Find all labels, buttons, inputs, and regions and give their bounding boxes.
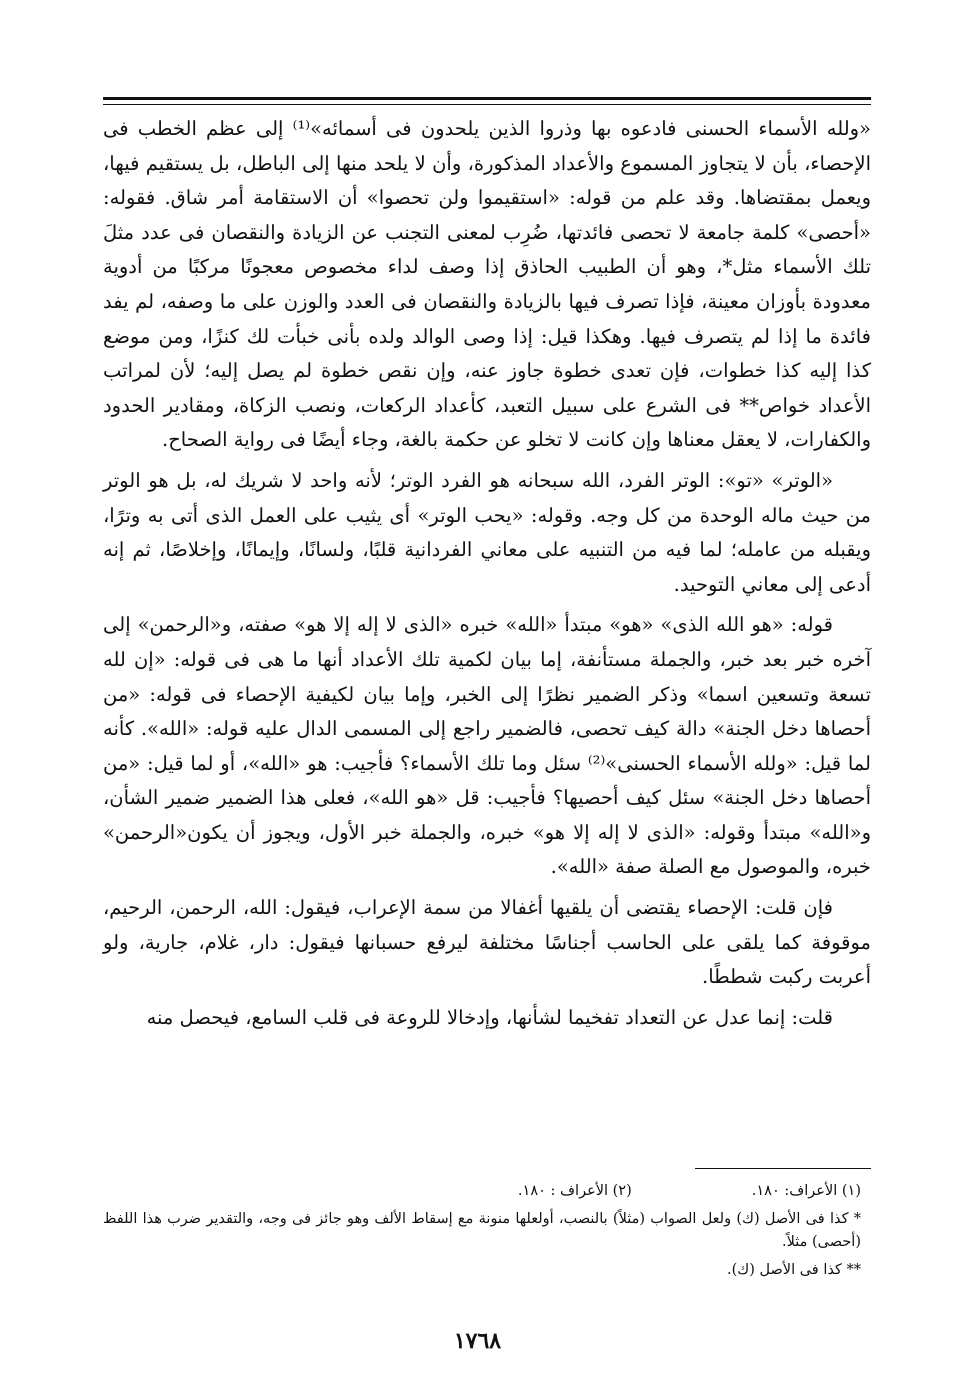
- footnote-note-1: * كذا فى الأصل (ك) ولعل الصواب (مثلاً) بالنصب، أولعلها منونة مع إسقاط الألف وهو جائز فى وجه، والتقدير ضرب هذا اللفظ (أحصى) مثلاً.: [103, 1210, 861, 1250]
- paragraph: قوله: «هو الله الذى» «هو» مبتدأ «الله» خبره «الذى لا إله إلا هو» صفته، و«الرحمن» إلى آخره خبر بعد خبر، والجملة مستأنفة، إما بيان لكمية تلك الأعداد أنها ما هى فى قوله: «إن لله تسعة وتسعين اسما» وذكر الضمير نظرًا إلى الخبر، وإما بيان لكيفية الإحصاء فى قوله: «من أحصاها دخل الجنة» دالة كيف تحصى، فالضمير راجع إلى المسمى الدال عليه قوله: «الله». كأنه لما قيل: «ولله الأسماء الحسنى»⁽²⁾ سئل وما تلك الأسماء؟ فأجيب: هو «الله»، أو لما قيل: «من أحصاها دخل الجنة» سئل كيف أحصيها؟ فأجيب: قل «هو الله»، فعلى هذا الضمير ضمير الشأن، و«الله» مبتدأ وقوله: «الذى لا إله إلا هو» خبره، والجملة خبر الأول، ويجوز أن يكون«الرحمن» خبره، والموصول مع الصلة صفة «الله».: [103, 613, 872, 879]
- main-body-text: [103, 112, 871, 1041]
- paragraph: قلت: إنما عدل عن التعداد تفخيما لشأنها، وإدخالا للروعة فى قلب السامع، فيحصل منه: [146, 1005, 833, 1029]
- footnote-ref-2: (٢) الأعراف : ١٨٠.: [517, 1183, 632, 1199]
- footnote-ref-1: (١) الأعراف: ١٨٠.: [751, 1183, 861, 1199]
- paragraph: فإن قلت: الإحصاء يقتضى أن يلقيها أغفالا من سمة الإعراب، فيقول: الله، الرحمن، الرحيم، موقوفة كما يلقى على الحاسب أجناسًا مختلفة ليرفع حسبانها فيقول: دار، غلام، جارية، ولو أعربت ركبت شططًا.: [103, 896, 871, 989]
- footnote-separator: [695, 1168, 871, 1169]
- footnote-references: [103, 1180, 871, 1204]
- paragraph: «الوتر» «تو»: الوتر الفرد، الله سبحانه هو الفرد الوتر؛ لأنه واحد لا شريك له، بل هو الوتر من حيث ماله الوحدة من كل وجه. وقوله: «يحب الوتر» أى يثيب على العمل الذى أتى به وترًا، ويقبله من عامله؛ لما فيه من التنبيه على معاني الفردانية قلبًا، ولسانًا، وإيمانًا، وإخلاصًا، ثم إنه أدعى إلى معاني التوحيد.: [103, 468, 871, 596]
- header-rule-thin: [103, 104, 871, 105]
- page-number: ١٧٦٨: [453, 1328, 502, 1354]
- footnotes: [103, 1180, 871, 1286]
- header-rule-thick: [103, 97, 871, 100]
- paragraph: «ولله الأسماء الحسنى فادعوه بها وذروا الذين يلحدون فى أسمائه»⁽¹⁾ إلى عظم الخطب فى الإحصاء، بأن لا يتجاوز المسموع والأعداد المذكورة، وأن لا يلحد منها إلى الباطل، بل يستقيم فيها، ويعمل بمقتضاها. وقد علم من قوله: «استقيموا ولن تحصوا» أن الاستقامة أمر شاق. فقوله: «أحصى» كلمة جامعة لا تحصى فائدتها، ضُرِب لمعنى التجنب عن الزيادة والنقصان فى عدد مثلَ تلك الأسماء مثل*، وهو أن الطبيب الحاذق إذا وصف لداء مخصوص معجونًا مركبًا من أدوية معدودة بأوزان معينة، فإذا تصرف فيها بالزيادة والنقصان فى العدد والوزن على ما وصفه، لم يفد فائدة ما إذا لم يتصرف فيها. وهكذا قيل: إذا وصى الوالد ولده بأنى خبأت لك كنزًا، ومن موضع كذا إليه كذا خطوات، فإن تعدى خطوة جاوز عنه، وإن نقص خطوة لم يصل إليه؛ لأن لمراتب الأعداد خواص** فى الشرع على سبيل التعبد، كأعداد الركعات، ونصب الزكاة، ومقادير الحدود والكفارات، لا يعقل معناها وإن كانت لا تخلو عن حكمة بالغة، وجاء أيضًا فى رواية الصحاح.: [103, 117, 871, 452]
- footnote-note-2: ** كذا فى الأصل (ك).: [727, 1261, 861, 1278]
